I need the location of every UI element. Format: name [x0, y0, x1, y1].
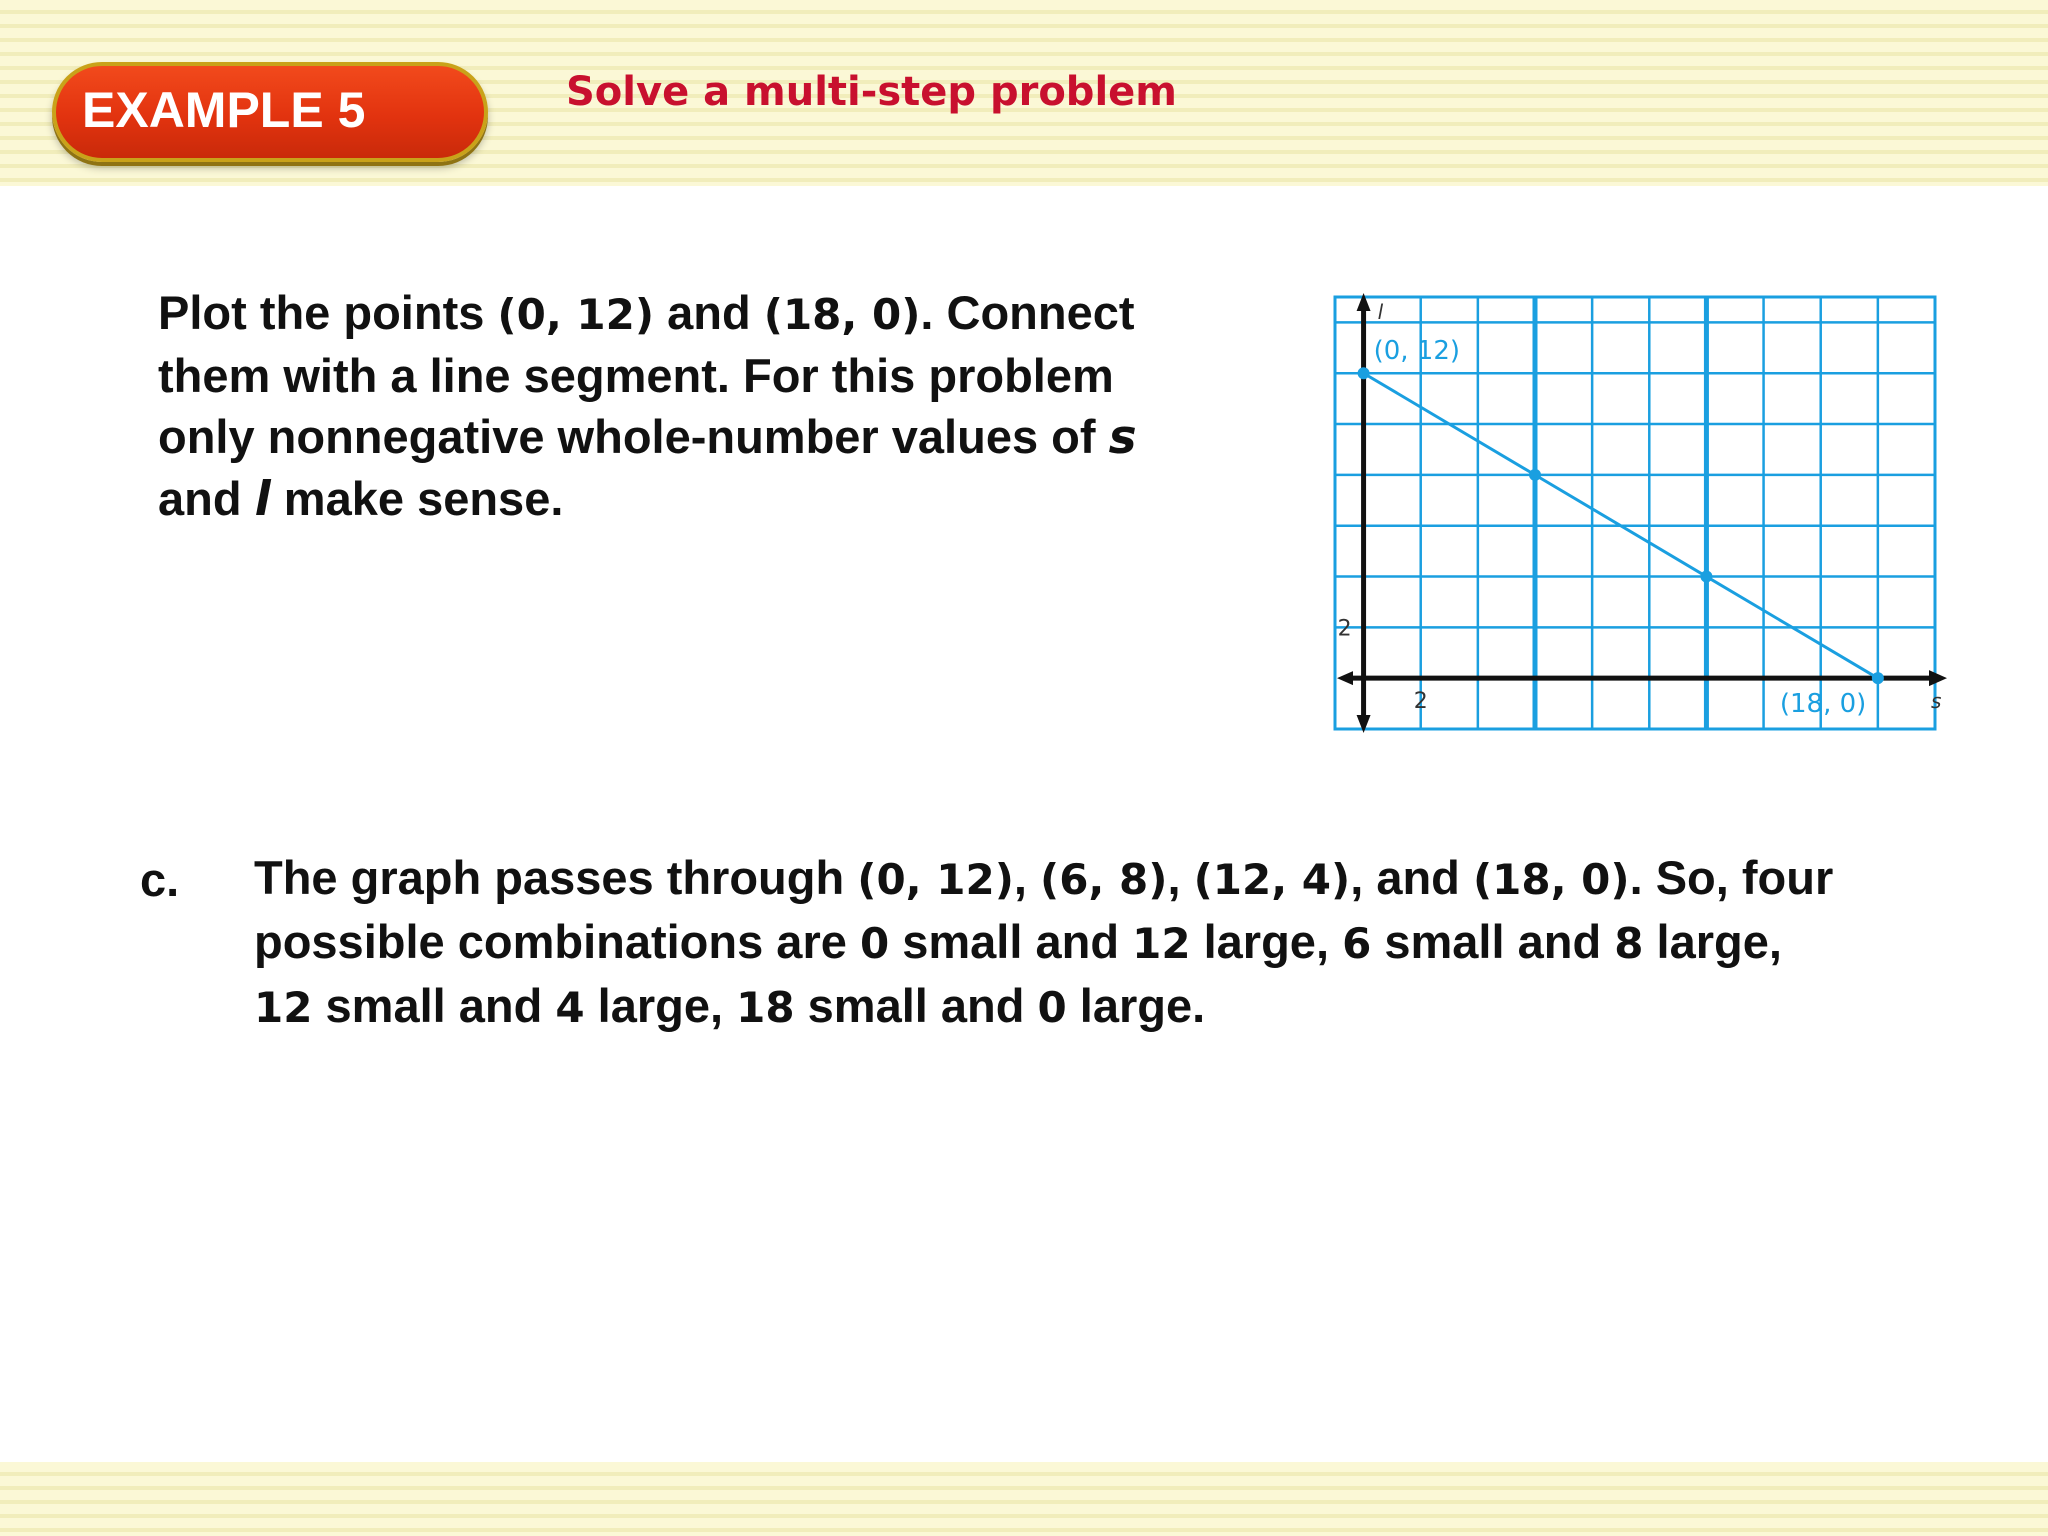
variable-s: s	[1108, 410, 1137, 465]
point-annotation: (0, 12)	[1373, 336, 1461, 367]
x-axis-label: s	[1931, 689, 1942, 714]
data-point	[1358, 367, 1370, 379]
y-axis-label: l	[1377, 300, 1384, 324]
variable-l: l	[254, 472, 271, 527]
x-tick-label: 2	[1413, 689, 1428, 715]
intro-line-1: Plot the points (0, 12) and (18, 0). Connect	[158, 286, 1135, 339]
part-c-line-1: The graph passes through (0, 12), (6, 8), (12, 4), and (18, 0). So, four	[254, 851, 1834, 904]
example-label: EXAMPLE 5	[82, 82, 366, 138]
coordinate-graph	[1330, 292, 1950, 742]
data-point	[1872, 672, 1884, 684]
footer-band	[0, 1462, 2048, 1536]
x-axis-arrow-right	[1929, 670, 1947, 686]
header-title: Solve a multi-step problem	[566, 69, 1177, 115]
intro-line-3: only nonnegative whole-number values of s	[158, 410, 1137, 465]
x-axis-arrow-left	[1337, 671, 1353, 685]
intro-paragraph	[158, 282, 1258, 530]
part-c-text	[254, 847, 1974, 1039]
graph-labels	[1338, 300, 1942, 719]
y-tick-label: 2	[1337, 616, 1352, 642]
part-c-line-2: possible combinations are 0 small and 12 large, 6 small and 8 large,	[254, 915, 1782, 968]
example-badge	[52, 62, 488, 162]
intro-line-4: and l make sense.	[158, 472, 564, 527]
data-point	[1700, 571, 1712, 583]
part-c-label: c.	[140, 853, 180, 906]
part-c-line-3: 12 small and 4 large, 18 small and 0 large.	[254, 979, 1206, 1032]
intro-line-2: them with a line segment. For this problem	[158, 349, 1114, 402]
data-point	[1529, 469, 1541, 481]
point-annotation: (18, 0)	[1779, 689, 1867, 720]
